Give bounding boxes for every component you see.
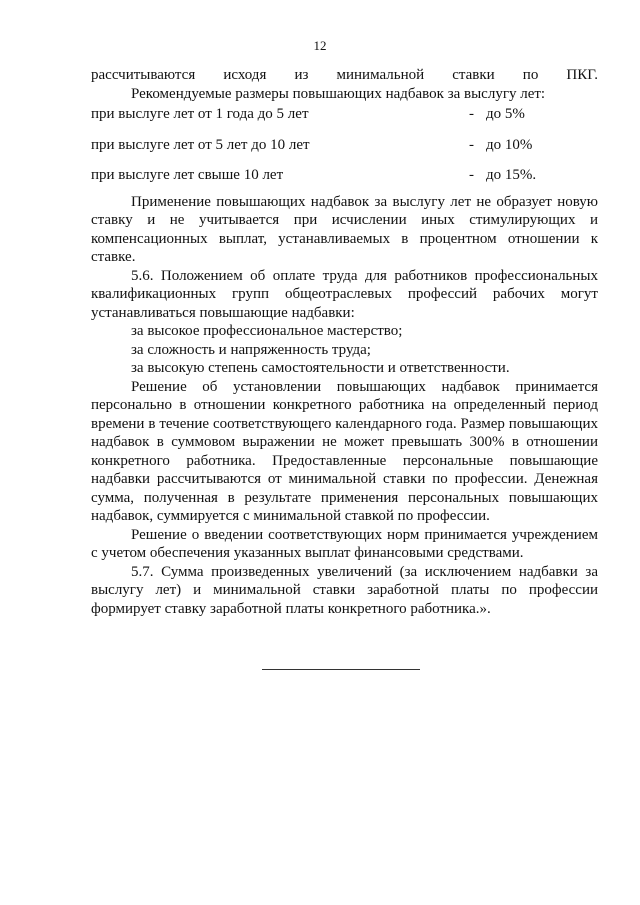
paragraph-decision: Решение об установлении повышающих надбавок принимается персонально в отношении конкретного работника на определенный период времени в течение соответствующего календарного года. Размер повышающих надбавок в суммовом выражении не может превышать 300% в отношении конкретного работника. Предоставленные персональные повышающие надбавки рассчитываются от минимальной ставки по профессии. Денежная сумма, полученная в результате применения персональных повышающих надбавок, суммируется с минимальной ставкой по профессии.	[91, 378, 598, 524]
seniority-row-dash: -	[469, 167, 474, 183]
seniority-row-dash: -	[469, 106, 474, 122]
seniority-row-value: до 10%	[486, 136, 533, 153]
document-body	[91, 66, 598, 618]
seniority-heading: Рекомендуемые размеры повышающих надбавок за выслугу лет:	[131, 85, 546, 102]
list-item: за высокую степень самостоятельности и ответственности.	[131, 360, 510, 376]
seniority-row-label: при выслуге лет свыше 10 лет	[91, 167, 284, 183]
seniority-row-label: при выслуге лет от 5 лет до 10 лет	[91, 136, 310, 153]
seniority-row	[91, 105, 598, 124]
seniority-row-value: до 5%	[486, 106, 525, 122]
page-number: 12	[313, 38, 327, 53]
intro-line: рассчитываются исходя из минимальной ставки по ПКГ.	[91, 67, 598, 83]
seniority-row-dash: -	[469, 136, 474, 153]
seniority-row-label: при выслуге лет от 1 года до 5 лет	[91, 106, 309, 122]
closing-rule	[262, 669, 420, 670]
list-item: за сложность и напряженность труда;	[131, 341, 371, 358]
seniority-row	[91, 136, 598, 155]
seniority-row	[91, 166, 598, 185]
paragraph-application: Применение повышающих надбавок за выслугу лет не образует новую ставку и не учитывается при исчислении иных стимулирующих и компенсационных выплат, устанавливаемых в процентном отношении к ставке.	[91, 193, 598, 265]
paragraph-norms: Решение о введении соответствующих норм принимается учреждением с учетом обеспечения указанных выплат финансовыми средствами.	[91, 526, 598, 561]
paragraph-5-6: 5.6. Положением об оплате труда для работников профессиональных квалификационных групп общеотраслевых профессий рабочих могут устанавливаться повышающие надбавки:	[91, 267, 598, 321]
paragraph-5-7: 5.7. Сумма произведенных увеличений (за исключением надбавки за выслугу лет) и минимальной ставки заработной платы по профессии формирует ставку заработной платы конкретного работника.».	[91, 563, 598, 617]
list-item: за высокое профессиональное мастерство;	[131, 323, 403, 339]
seniority-row-value: до 15%.	[486, 167, 537, 183]
